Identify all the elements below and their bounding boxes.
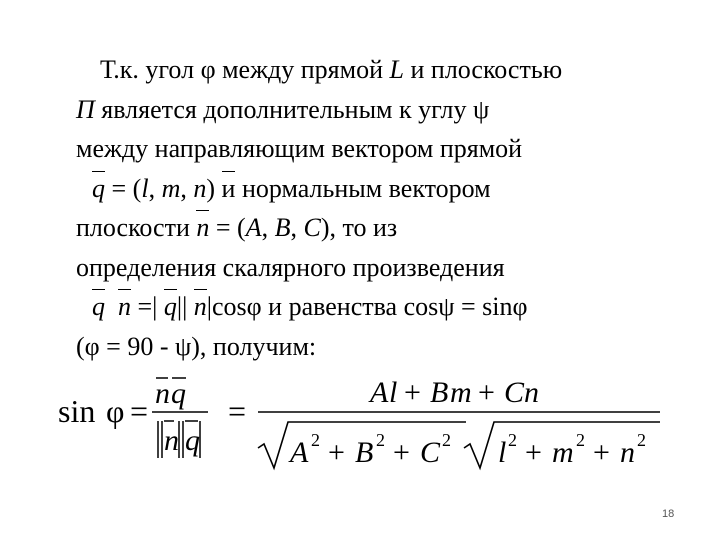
phi-symbol: φ <box>106 393 125 429</box>
svg-text:+: + <box>525 436 542 469</box>
denominator-q: q <box>185 424 200 457</box>
sin-label: sin <box>58 393 96 429</box>
svg-text:+: + <box>478 376 495 409</box>
svg-text:B: B <box>355 436 374 469</box>
svg-text:+: + <box>328 436 345 469</box>
svg-text:2: 2 <box>576 430 585 450</box>
text-line-8: (φ = 90 - ψ), получим: <box>76 331 317 361</box>
svg-text:2: 2 <box>311 430 320 450</box>
svg-text:n: n <box>524 376 539 409</box>
svg-text:+: + <box>593 436 610 469</box>
equals-sign-2: = <box>228 393 247 429</box>
text-line-5: плоскости n = (A, B, C), то из <box>76 208 696 248</box>
text-line-1: Т.к. угол φ между прямой L и плоскостью <box>100 55 563 84</box>
text-line-3: между направляющим вектором прямой <box>76 134 523 163</box>
svg-text:m: m <box>450 376 472 409</box>
svg-text:A: A <box>370 376 389 409</box>
svg-text:+: + <box>393 436 410 469</box>
svg-text:C: C <box>420 436 441 469</box>
denominator-n: n <box>164 424 179 457</box>
svg-text:l: l <box>389 376 398 409</box>
numerator-expression <box>368 376 539 409</box>
vector-q: q <box>92 169 105 209</box>
svg-text:2: 2 <box>442 430 451 450</box>
radicand-1 <box>288 430 451 469</box>
svg-text:2: 2 <box>637 430 646 450</box>
text-line-4: q = (l, m, n) и нормальным вектором <box>76 169 696 209</box>
svg-text:2: 2 <box>376 430 385 450</box>
text-line-2: П является дополнительным к углу ψ <box>76 94 490 124</box>
svg-text:l: l <box>498 436 507 469</box>
text-line-7: q n =| q|| n|cosφ и равенства cosψ = sinφ <box>76 287 696 327</box>
equals-sign-1: = <box>130 393 149 429</box>
paragraph-text <box>76 50 696 366</box>
svg-text:C: C <box>504 376 525 409</box>
formula-sin-phi <box>58 370 698 480</box>
text-line-6: определения скалярного произведения <box>76 252 505 282</box>
radicand-2 <box>498 430 646 469</box>
svg-text:m: m <box>552 436 574 469</box>
svg-text:A: A <box>290 436 309 469</box>
numerator-q: q <box>171 377 186 410</box>
svg-text:2: 2 <box>508 430 517 450</box>
numerator-n: n <box>155 377 170 410</box>
svg-text:+: + <box>404 376 421 409</box>
svg-text:n: n <box>620 436 635 469</box>
svg-text:B: B <box>430 376 449 409</box>
vector-n: n <box>196 208 209 248</box>
page-number: 18 <box>662 508 675 520</box>
